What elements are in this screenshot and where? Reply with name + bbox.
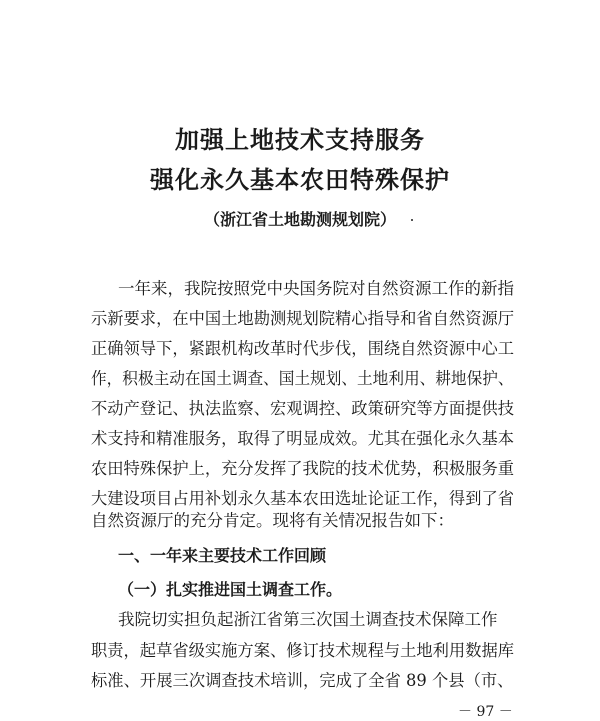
paragraph-1-line: 作，积极主动在国土调查、国土规划、土地利用、耕地保护、 — [91, 369, 514, 388]
paragraph-1-line: 不动产登记、执法监察、宏观调控、政策研究等方面提供技 — [91, 399, 514, 418]
paragraph-1-line: 正确领导下，紧跟机构改革时代步伐，围绕自然资源中心工 — [91, 339, 514, 358]
paragraph-2-line: 我院切实担负起浙江省第三次国土调查技术保障工作 — [118, 610, 498, 629]
paragraph-1-line: 一年来，我院按照党中央国务院对自然资源工作的新指 — [118, 279, 514, 298]
scan-speck — [411, 219, 413, 221]
document-title-line-2: 强化永久基本农田特殊保护 — [150, 165, 450, 194]
paragraph-1-line: 大建设项目占用补划永久基本农田选址论证工作，得到了省 — [91, 489, 514, 508]
document-author: （浙江省土地勘测规划院） — [203, 210, 396, 229]
page-number: － 97 － — [458, 704, 513, 720]
section-heading: 一、一年来主要技术工作回顾 — [118, 546, 327, 565]
paragraph-2-line: 职责，起草省级实施方案、修订技术规程与土地利用数据库 — [91, 641, 514, 660]
paragraph-1-line: 自然资源厅的充分肯定。现将有关情况报告如下： — [91, 511, 454, 530]
paragraph-1-line: 示新要求，在中国土地勘测规划院精心指导和省自然资源厅 — [91, 309, 514, 328]
paragraph-1-line: 术支持和精准服务，取得了明显成效。尤其在强化永久基本 — [91, 429, 514, 448]
paragraph-1-line: 农田特殊保护上，充分发挥了我院的技术优势，积极服务重 — [91, 459, 514, 478]
subsection-heading: （一）扎实推进国土调查工作。 — [118, 580, 343, 599]
paragraph-2-line: 标准、开展三次调查技术培训，完成了全省 89 个县（市、 — [91, 671, 514, 690]
document-title-line-1: 加强上地技术支持服务 — [175, 125, 425, 154]
